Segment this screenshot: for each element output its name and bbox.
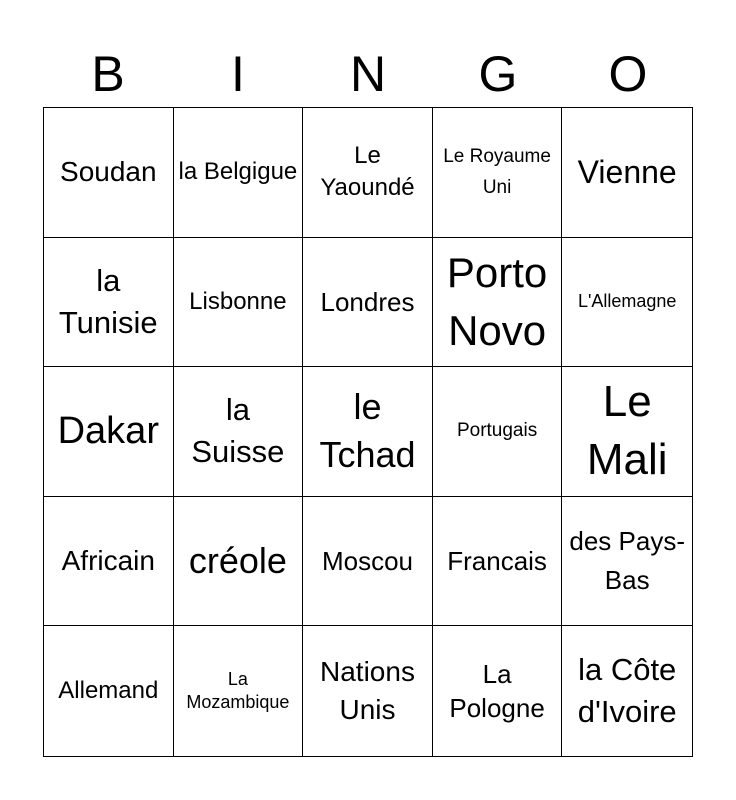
bingo-cell[interactable] [562, 497, 692, 627]
cell-text: Le Yaoundé [320, 142, 415, 202]
cell-text: créole [188, 540, 287, 582]
cell-text: Allemand [58, 677, 159, 705]
bingo-cell[interactable] [433, 367, 563, 497]
bingo-cell[interactable] [44, 238, 174, 368]
cell-text: le Tchad [319, 386, 416, 476]
cell-text: la Belgigue [178, 158, 298, 186]
bingo-board [43, 107, 693, 757]
bingo-cell[interactable] [433, 108, 563, 238]
bingo-cell[interactable] [562, 108, 692, 238]
cell-text: Francais [447, 546, 547, 577]
cell-text: Portugais [456, 420, 538, 442]
cell-text: des Pays-Bas [569, 526, 685, 596]
cell-text: Soudan [60, 156, 157, 188]
bingo-cell[interactable] [562, 626, 692, 756]
bingo-cell[interactable] [562, 367, 692, 497]
cell-text: la Côte d'Ivoire [577, 652, 677, 730]
header-letter-n: N [349, 46, 387, 102]
bingo-cell[interactable] [303, 108, 433, 238]
cell-text: Le Mali [586, 377, 668, 485]
cell-text: Porto Novo [446, 248, 548, 354]
cell-text: Moscou [321, 546, 414, 577]
cell-text: Le Royaume Uni [443, 146, 551, 199]
cell-text: La Mozambique [186, 669, 290, 713]
bingo-cell[interactable] [174, 238, 304, 368]
cell-text: La Pologne [449, 659, 545, 724]
bingo-cell[interactable] [303, 238, 433, 368]
cell-text: la Tunisie [58, 262, 158, 340]
cell-text: Londres [320, 286, 415, 317]
header-letter-b: B [91, 46, 125, 102]
bingo-cell[interactable] [174, 108, 304, 238]
bingo-cell[interactable] [44, 108, 174, 238]
bingo-cell[interactable] [174, 626, 304, 756]
bingo-cell[interactable] [562, 238, 692, 368]
bingo-cell[interactable] [44, 626, 174, 756]
cell-text: Africain [61, 545, 155, 577]
bingo-cell[interactable] [174, 497, 304, 627]
header-letter-g: G [478, 46, 518, 102]
bingo-cell[interactable] [44, 497, 174, 627]
cell-text: Nations Unis [320, 656, 415, 726]
bingo-cell[interactable] [433, 238, 563, 368]
bingo-cell[interactable] [303, 497, 433, 627]
cell-text: Dakar [57, 410, 159, 453]
bingo-cell[interactable] [174, 367, 304, 497]
cell-text: Lisbonne [189, 287, 287, 315]
bingo-cell[interactable] [433, 626, 563, 756]
bingo-cell[interactable] [303, 367, 433, 497]
header-letter-o: O [608, 46, 648, 102]
cell-text: Vienne [577, 154, 677, 191]
bingo-cell[interactable] [44, 367, 174, 497]
header-letter-i: I [231, 46, 245, 102]
bingo-cell[interactable] [303, 626, 433, 756]
cell-text: la Suisse [191, 392, 285, 470]
bingo-header [43, 44, 693, 104]
cell-text: L'Allemagne [577, 291, 677, 312]
bingo-cell[interactable] [433, 497, 563, 627]
